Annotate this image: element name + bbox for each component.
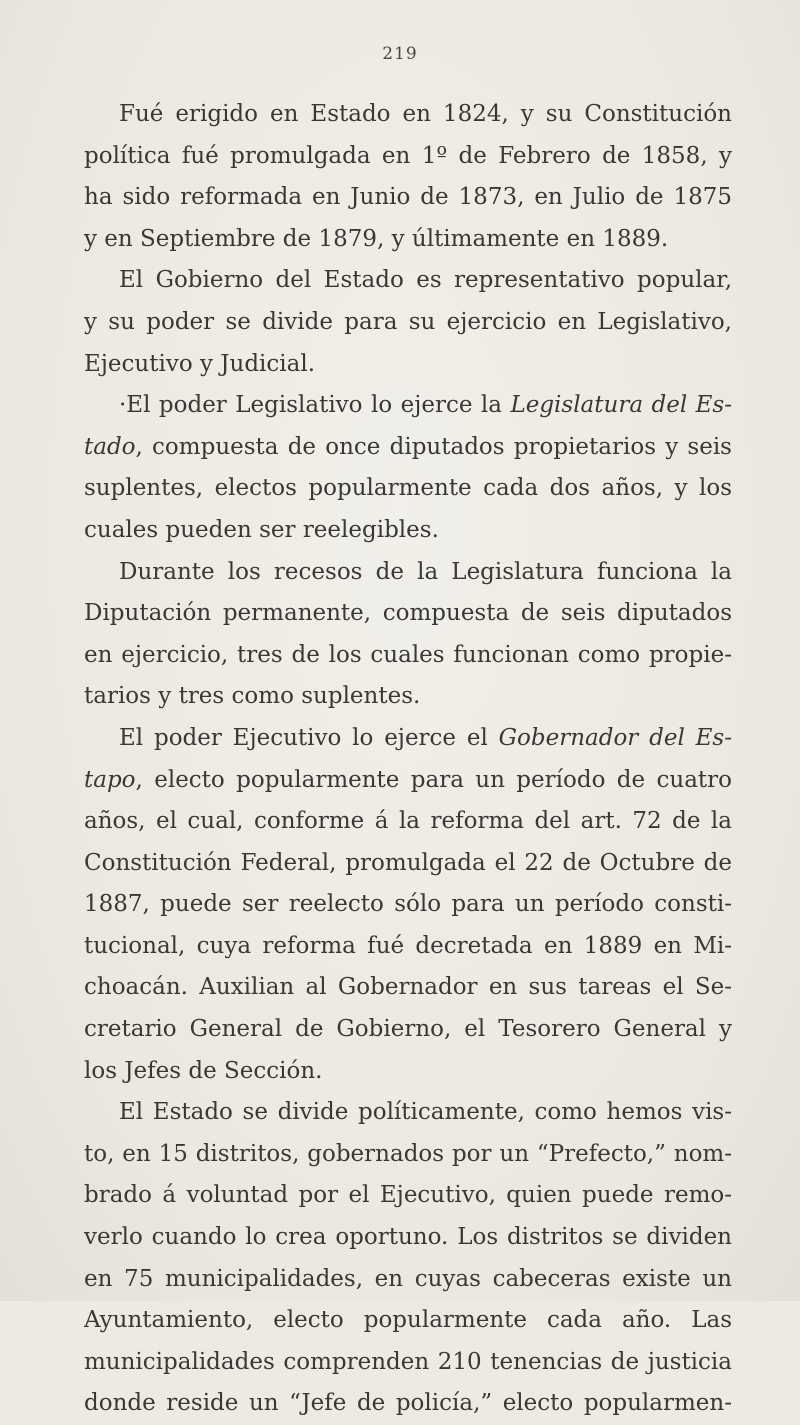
text-line: Ayuntamiento, electo popularmente cada año. Las [84, 1307, 732, 1334]
text-line: en 75 municipalidades, en cuyas cabeceras existe un [84, 1265, 732, 1292]
text-line: El Estado se divide políticamente, como hemos vis- [119, 1099, 732, 1126]
text-line: municipalidades comprenden 210 tenencias de justicia [84, 1348, 732, 1375]
text-line [84, 760, 732, 802]
italic-text: Legislatura del Es- [510, 392, 732, 419]
text-line: Durante los recesos de la Legislatura funciona la [119, 558, 732, 585]
text-line: to, en 15 distritos, gobernados por un “Prefecto,” nom- [84, 1140, 732, 1167]
text-line: y su poder se divide para su ejercicio en Legislativo, [84, 308, 732, 335]
page-number: 219 [382, 44, 418, 64]
text-line: años, el cual, conforme á la reforma del art. 72 de la [84, 808, 732, 835]
text-line: Diputación permanente, compuesta de seis diputados [84, 600, 732, 627]
text-line: los Jefes de Sección. [84, 1057, 323, 1084]
text-span: ·El poder Legislativo lo ejerce la [119, 392, 511, 419]
body-text [84, 94, 732, 1425]
italic-text: tado [84, 433, 136, 460]
text-line: suplentes, electos popularmente cada dos años, y los [84, 475, 732, 502]
text-line: Ejecutivo y Judicial. [84, 350, 316, 377]
text-line: política fué promulgada en 1º de Febrero de 1858, y [84, 142, 732, 169]
text-line: brado á voluntad por el Ejecutivo, quien puede remo- [84, 1182, 732, 1209]
text-line: tucional, cuya reforma fué decretada en 1889 en Mi- [84, 932, 732, 959]
italic-text: Gobernador del Es- [498, 724, 732, 751]
text-line: en ejercicio, tres de los cuales funcionan como propie- [84, 641, 732, 668]
text-line: cuales pueden ser reelegibles. [84, 516, 439, 543]
text-span: El poder Ejecutivo lo ejerce el [119, 724, 499, 751]
text-line: ha sido reformada en Junio de 1873, en Julio de 1875 [84, 184, 732, 211]
italic-text: tapo [84, 766, 136, 793]
text-line: Constitución Federal, promulgada el 22 de Octubre de [84, 849, 732, 876]
text-line: 1887, puede ser reelecto sólo para un período consti- [84, 891, 732, 918]
text-line: y en Septiembre de 1879, y últimamente en 1889. [84, 225, 669, 252]
text-line: verlo cuando lo crea oportuno. Los distritos se dividen [84, 1224, 732, 1251]
text-line: tarios y tres como suplentes. [84, 683, 421, 710]
text-line [84, 385, 732, 427]
text-line: cretario General de Gobierno, el Tesorero General y [84, 1016, 732, 1043]
text-line: El Gobierno del Estado es representativo popular, [119, 267, 732, 294]
text-span: , compuesta de once diputados propietarios y seis [135, 433, 732, 460]
text-span: , electo popularmente para un período de cuatro [135, 766, 732, 793]
text-line: donde reside un “Jefe de policía,” electo popularmen- [84, 1390, 732, 1417]
text-line [84, 427, 732, 469]
text-line: Fué erigido en Estado en 1824, y su Constitución [119, 101, 732, 127]
text-line [84, 718, 732, 760]
text-line: choacán. Auxilian al Gobernador en sus tareas el Se- [84, 974, 732, 1001]
